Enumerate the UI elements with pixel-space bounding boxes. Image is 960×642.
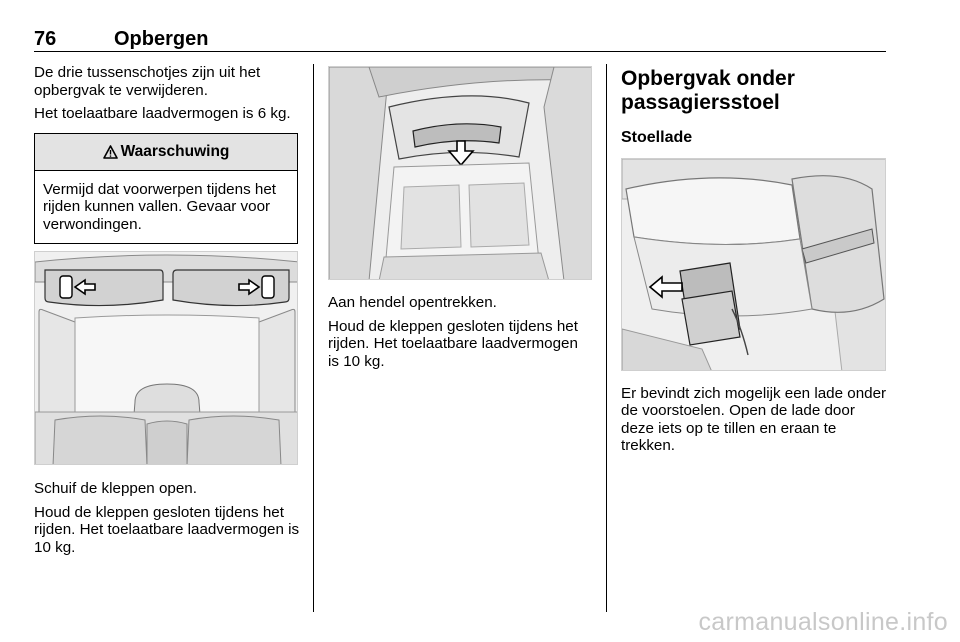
- figure-caption: Schuif de kleppen open.: [34, 480, 197, 497]
- paragraph: Houd de kleppen gesloten tijdens het rijden. Het toelaatbare laadvermogen is 10 kg.: [328, 317, 578, 370]
- warning-header: [35, 134, 297, 171]
- section-heading: Opbergvak onder passagiersstoel: [621, 67, 795, 114]
- column-right: [621, 64, 887, 461]
- illustration-seat-drawer: [621, 158, 886, 371]
- warning-title: Waarschuwing: [120, 142, 230, 160]
- paragraph: Er bevindt zich mogelijk een lade onder de voorstoelen. Open de lade door deze iets op te tillen en eraan te trekken.: [621, 384, 887, 454]
- page-header: [34, 26, 886, 52]
- paragraph: Houd de kleppen gesloten tijdens het rijden. Het toelaatbare laadvermogen is 10 kg.: [34, 503, 300, 556]
- sub-heading: Stoellade: [621, 129, 693, 146]
- illustration-tailgate-compartment: [328, 66, 592, 280]
- figure-caption: Aan hendel opentrekken.: [328, 294, 497, 311]
- page-title: Opbergen: [114, 28, 209, 50]
- warning-text: Vermijd dat voorwerpen tijdens het rijden kunnen vallen. Gevaar voor verwondingen.: [43, 180, 277, 233]
- warning-triangle-icon: [103, 145, 118, 159]
- column-left: [34, 64, 300, 562]
- column-divider: [313, 64, 314, 612]
- column-divider: [606, 64, 607, 612]
- page-number: 76: [34, 28, 57, 50]
- paragraph: Het toelaatbare laadvermogen is 6 kg.: [34, 105, 291, 122]
- paragraph: De drie tussenschotjes zijn uit het opbergvak te verwijderen.: [34, 64, 261, 99]
- warning-box: [34, 133, 298, 245]
- illustration-overhead-compartments: [34, 251, 298, 465]
- watermark: carmanualsonline.info: [698, 608, 948, 636]
- column-middle: [328, 64, 592, 376]
